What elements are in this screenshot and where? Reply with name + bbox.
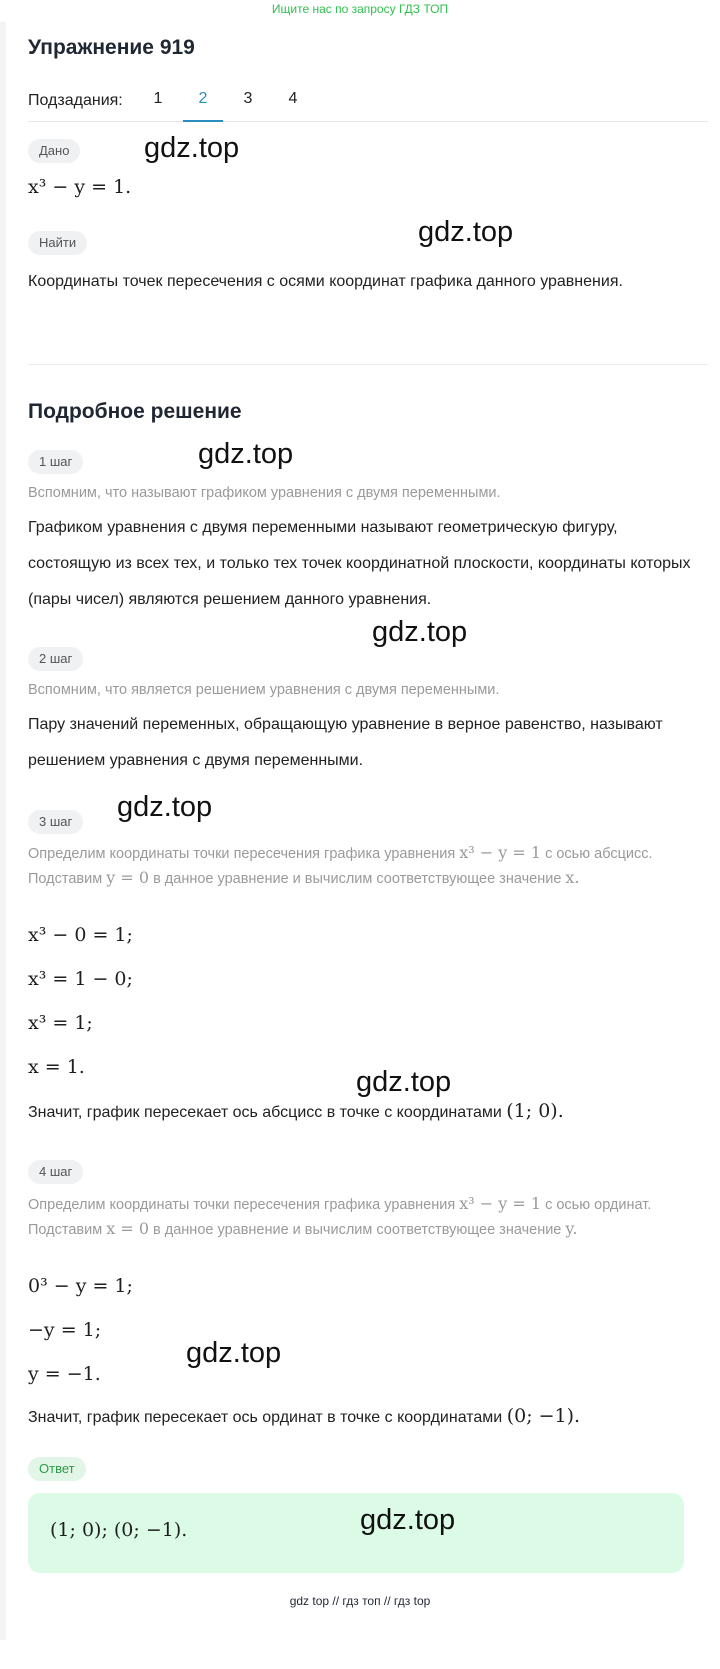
step-2-pill: 2 шаг xyxy=(28,647,83,671)
watermark: gdz.top xyxy=(418,216,514,248)
step-1-text: Графиком уравнения с двумя переменными называют геометрическую фигуру, состоящую из всех тех, и только тех точек координатной плоскости, координаты которых (пары чисел) являются решением данного уравнения. xyxy=(28,519,691,608)
point-coordinates: (1; 0). xyxy=(506,1100,564,1122)
given-pill: Дано xyxy=(28,139,80,163)
watermark: gdz.top xyxy=(356,1066,452,1098)
hint-substitution: x = 0 xyxy=(106,1219,150,1238)
conclusion-text: Значит, график пересекает ось абсцисс в точке с координатами xyxy=(28,1104,502,1121)
answer-box xyxy=(28,1493,684,1573)
hint-text: в данное уравнение и вычислим соответствующее значение xyxy=(153,1222,562,1238)
step-3-equation: x³ = 1; xyxy=(28,1012,93,1034)
step-1-hint: Вспомним, что называют графиком уравнения с двумя переменными. xyxy=(28,485,501,501)
watermark: gdz.top xyxy=(372,616,468,648)
divider xyxy=(28,364,708,365)
hint-text: с осью абсцисс. Подставим xyxy=(28,846,653,887)
step-3-equation: x³ − 0 = 1; xyxy=(28,924,133,946)
conclusion-text: Значит, график пересекает ось ординат в точке с координатами xyxy=(28,1409,503,1426)
watermark: gdz.top xyxy=(198,438,294,470)
step-4-equation: −y = 1; xyxy=(28,1319,102,1341)
subtasks-label: Подзадания: xyxy=(28,92,123,109)
subtasks-nav xyxy=(28,88,708,122)
page-title: Упражнение 919 xyxy=(28,36,195,59)
hint-substitution: y = 0 xyxy=(106,868,150,887)
hint-formula: x³ − y = 1 xyxy=(459,1194,542,1213)
answer-pill: Ответ xyxy=(28,1457,86,1481)
given-formula: x³ − y = 1. xyxy=(28,176,132,198)
step-4-equation: 0³ − y = 1; xyxy=(28,1275,133,1297)
watermark: gdz.top xyxy=(360,1504,456,1536)
step-4-conclusion xyxy=(28,1398,718,1436)
step-3-equation: x³ = 1 − 0; xyxy=(28,968,133,990)
watermark: gdz.top xyxy=(117,791,213,823)
step-4-pill: 4 шаг xyxy=(28,1160,83,1184)
find-text: Координаты точек пересечения с осями координат графика данного уравнения. xyxy=(28,273,623,290)
hint-text: Определим координаты точки пересечения графика уравнения xyxy=(28,1197,456,1213)
point-coordinates: (0; −1). xyxy=(506,1405,581,1427)
tab-subtask-3[interactable]: 3 xyxy=(243,90,253,107)
step-2-hint: Вспомним, что является решением уравнения с двумя переменными. xyxy=(28,682,500,698)
step-2-text: Пару значений переменных, обращающую уравнение в верное равенство, называют решением уравнения с двумя переменными. xyxy=(28,716,663,769)
step-3-pill: 3 шаг xyxy=(28,810,83,834)
hint-formula: x³ − y = 1 xyxy=(459,843,542,862)
hint-variable: x. xyxy=(565,868,580,887)
watermark: gdz.top xyxy=(144,132,240,164)
step-3-hint xyxy=(28,841,708,891)
hint-text: Определим координаты точки пересечения графика уравнения xyxy=(28,846,456,862)
step-3-conclusion xyxy=(28,1093,718,1131)
step-4-hint xyxy=(28,1192,708,1242)
tab-subtask-2[interactable]: 2 xyxy=(183,90,223,122)
hint-variable: y. xyxy=(565,1219,578,1238)
step-3-equation: x = 1. xyxy=(28,1056,85,1078)
find-pill: Найти xyxy=(28,231,87,255)
tab-subtask-4[interactable]: 4 xyxy=(288,90,298,107)
hint-text: с осью ординат. Подставим xyxy=(28,1197,652,1238)
answer-text: (1; 0); (0; −1). xyxy=(50,1519,188,1541)
top-banner[interactable]: Ищите нас по запросу ГДЗ ТОП xyxy=(271,2,449,16)
footer-links[interactable]: gdz top // гдз топ // гдз top xyxy=(289,1594,431,1608)
tab-subtask-1[interactable]: 1 xyxy=(153,90,163,107)
solution-title: Подробное решение xyxy=(28,400,242,423)
watermark: gdz.top xyxy=(186,1337,282,1369)
hint-text: в данное уравнение и вычислим соответствующее значение xyxy=(153,871,562,887)
step-4-equation: y = −1. xyxy=(28,1363,101,1385)
step-1-pill: 1 шаг xyxy=(28,450,83,474)
